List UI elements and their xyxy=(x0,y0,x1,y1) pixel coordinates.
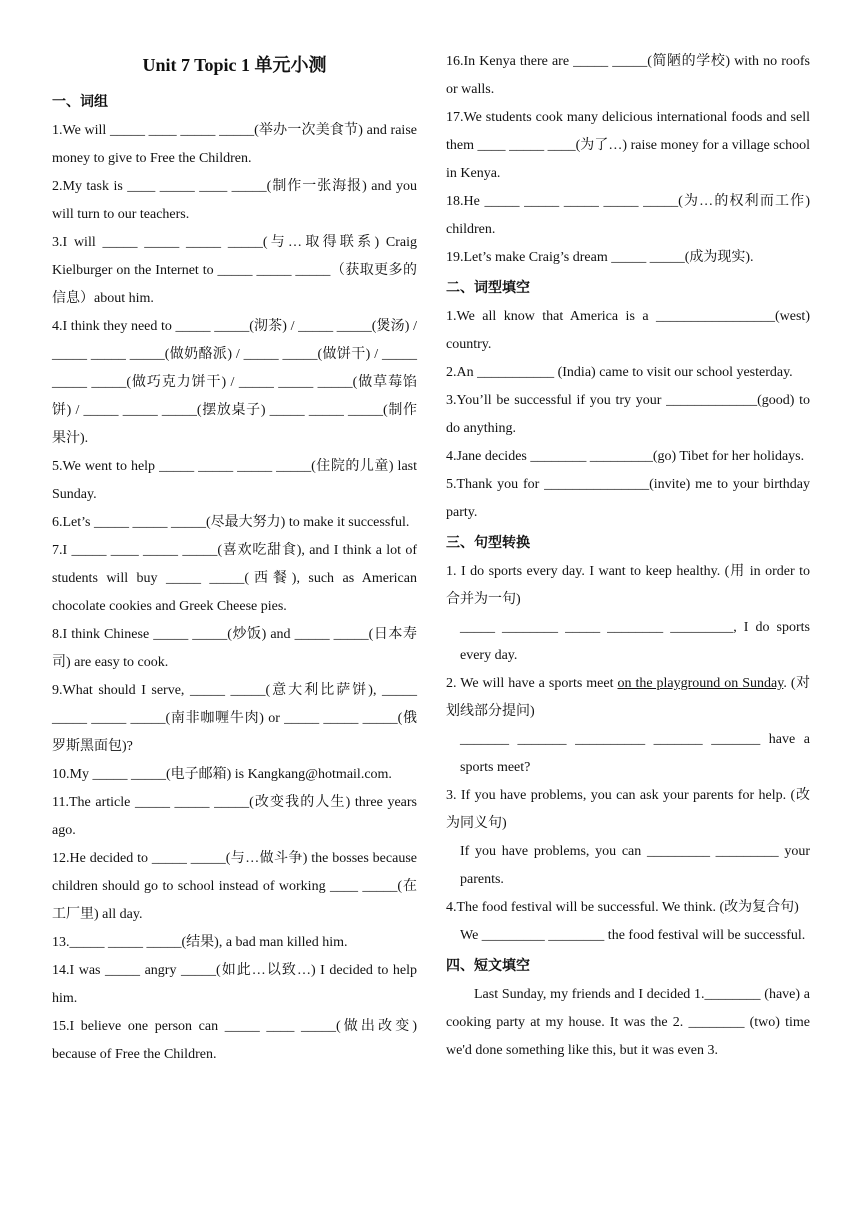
question-item: 18.He _____ _____ _____ _____ _____(为…的权利而工作) children. xyxy=(446,194,810,237)
question-item: 8.I think Chinese _____ _____(炒饭) and _____ _____(日本寿司) are easy to cook. xyxy=(52,627,417,670)
word-form-item: 4.Jane decides ________ _________(go) Tibet for her holidays. xyxy=(446,449,805,464)
question-item: 12.He decided to _____ _____(与…做斗争) the bosses because children should go to school instead of working ____ _____(在工厂里) all day. xyxy=(52,851,417,922)
question-item: 4.I think they need to _____ _____(沏茶) / _____ _____(煲汤) / _____ _____ _____(做奶酪派) / _____ _____(做饼干) / _____ _____ _____(做巧克力饼干) / _____ _____ _____(做草莓馅饼) / _____ _____ _____(摆放桌子) _____ _____ _____(制作果汁). xyxy=(52,319,417,446)
question-item: 3.I will _____ _____ _____ _____(与…取得联系) Craig Kielburger on the Internet to _____ _____ _____（获取更多的信息）about him. xyxy=(52,235,417,306)
underlined-phrase: on the playground on Sunday xyxy=(617,676,784,691)
word-form-item: 3.You’ll be successful if you try your _____________(good) to do anything. xyxy=(446,393,810,436)
page-title: Unit 7 Topic 1 单元小测 xyxy=(142,55,327,75)
cloze-passage: Last Sunday, my friends and I decided 1.________ (have) a cooking party at my house. It was the 2. ________ (two) time we'd done something like this, but it was even 3. xyxy=(446,987,810,1058)
transform-answer-line: We _________ ________ the food festival will be successful. xyxy=(460,928,806,943)
question-item: 9.What should I serve, _____ _____(意大利比萨饼), _____ _____ _____ _____(南非咖喱牛肉) or _____ _____ _____(俄罗斯黑面包)? xyxy=(52,683,417,754)
section-heading-phrases: 一、词组 xyxy=(52,94,108,110)
question-item: 2.My task is ____ _____ ____ _____(制作一张海报) and you will turn to our teachers. xyxy=(52,179,417,222)
question-item: 5.We went to help _____ _____ _____ _____(住院的儿童) last Sunday. xyxy=(52,459,417,502)
question-item: 1.We will _____ ____ _____ _____(举办一次美食节) and raise money to give to Free the Children. xyxy=(52,123,417,166)
question-item: 19.Let’s make Craig’s dream _____ _____(成为现实). xyxy=(446,250,754,265)
transform-question: 3. If you have problems, you can ask your parents for help. (改为同义句) xyxy=(446,788,810,831)
question-item: 11.The article _____ _____ _____(改变我的人生) three years ago. xyxy=(52,795,417,838)
section-heading-cloze: 四、短文填空 xyxy=(446,958,530,974)
transform-question-text: . (对划线部分提问) xyxy=(446,676,810,719)
transform-question xyxy=(446,670,810,726)
section-heading-word-forms: 二、词型填空 xyxy=(446,280,530,296)
question-item: 14.I was _____ angry _____(如此…以致…) I decided to help him. xyxy=(52,963,417,1006)
question-item: 6.Let’s _____ _____ _____(尽最大努力) to make it successful. xyxy=(52,515,410,530)
transform-question: 1. I do sports every day. I want to keep healthy. (用 in order to 合并为一句) xyxy=(446,564,810,607)
word-form-item: 2.An ___________ (India) came to visit our school yesterday. xyxy=(446,365,793,380)
word-form-item: 5.Thank you for _______________(invite) me to your birthday party. xyxy=(446,477,810,520)
question-item: 15.I believe one person can _____ ____ _____(做出改变) because of Free the Children. xyxy=(52,1019,417,1062)
question-item: 13._____ _____ _____(结果), a bad man killed him. xyxy=(52,935,348,950)
transform-answer-line: If you have problems, you can _________ _________ your parents. xyxy=(460,844,810,887)
word-form-item: 1.We all know that America is a _________________(west) country. xyxy=(446,309,810,352)
question-item: 17.We students cook many delicious international foods and sell them ____ _____ ____(为了…) raise money for a village school in Kenya. xyxy=(446,110,810,181)
section-heading-transform: 三、句型转换 xyxy=(446,535,530,551)
transform-answer-line: _______ _______ __________ _______ _______ have a sports meet? xyxy=(460,732,810,775)
question-item: 16.In Kenya there are _____ _____(简陋的学校) with no roofs or walls. xyxy=(446,54,810,97)
transform-question: 4.The food festival will be successful. We think. (改为复合句) xyxy=(446,900,799,915)
transform-question-text: 2. We will have a sports meet xyxy=(446,676,618,691)
left-column xyxy=(52,48,417,1069)
question-item: 10.My _____ _____(电子邮箱) is Kangkang@hotmail.com. xyxy=(52,767,392,782)
right-column xyxy=(446,48,810,1065)
transform-answer-line: _____ ________ _____ ________ _________, I do sports every day. xyxy=(460,620,810,663)
question-item: 7.I _____ ____ _____ _____(喜欢吃甜食), and I think a lot of students will buy _____ _____(西餐), such as American chocolate cookies and Greek Cheese pies. xyxy=(52,543,417,614)
